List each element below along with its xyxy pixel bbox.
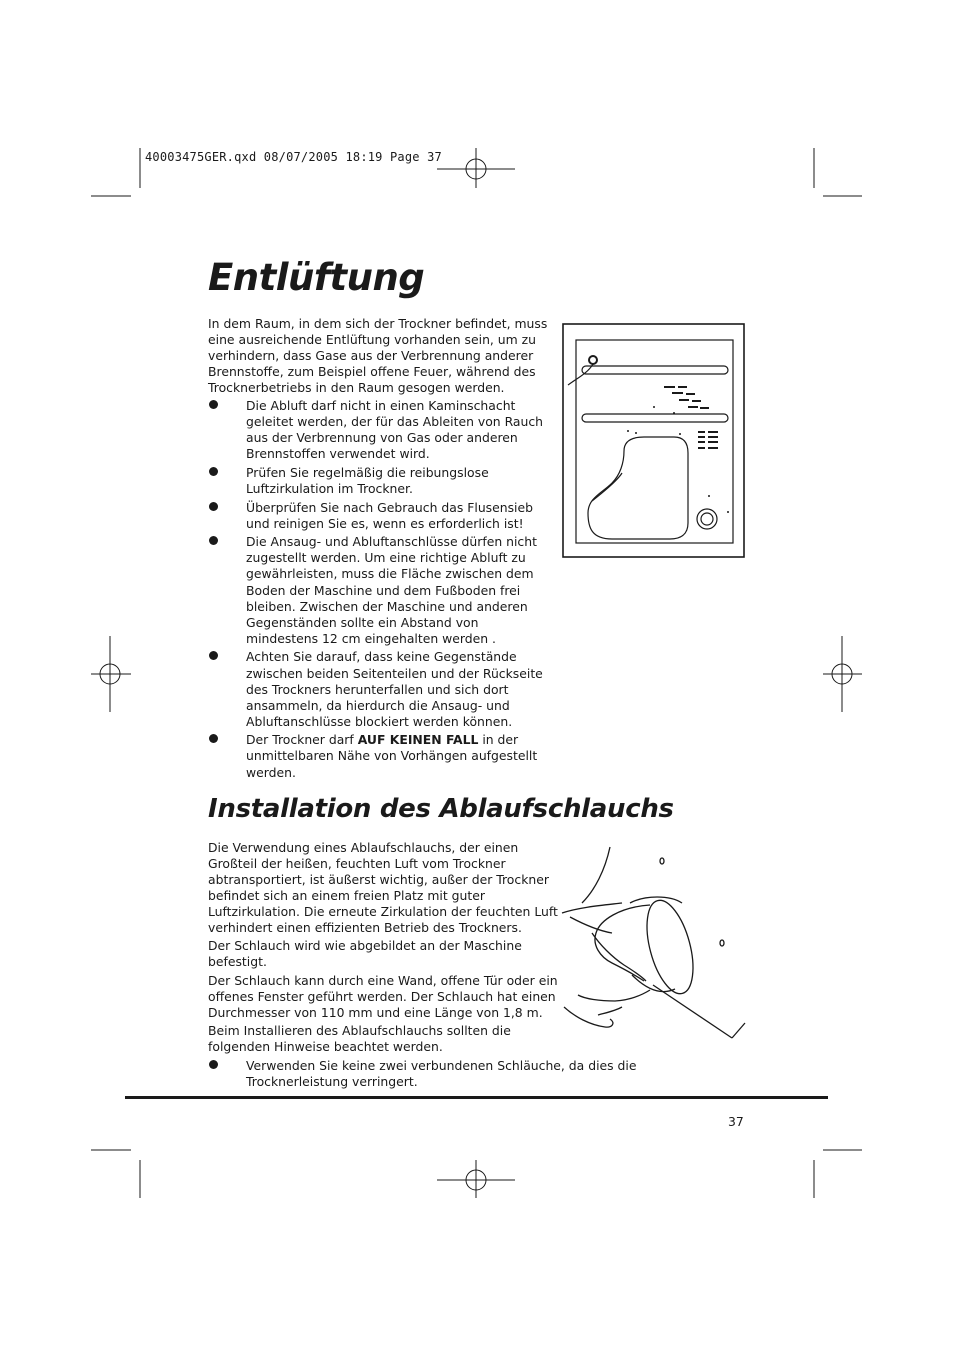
bullet-icon <box>208 500 246 532</box>
hose-attachment-illustration <box>560 845 748 1041</box>
list-item: Prüfen Sie regelmäßig die reibungslose Luftzirkulation im Trockner. <box>208 465 553 497</box>
emphasis-text: AUF KEINEN FALL <box>357 732 479 748</box>
bullet-icon <box>208 398 246 462</box>
hose-paragraph-1: Die Verwendung eines Ablaufschlauchs, der einen Großteil der heißen, feuchten Luft vom Trockner abtransportiert, ist äußerst wichtig, außer der Trockner befindet sich an einem freien Platz mit guter Luftzirkulation. Die erneute Zirkulation der feuchten Luft verhindert einen effizienten Betrieb des Trockners. <box>208 840 558 936</box>
print-slug: 40003475GER.qxd 08/07/2005 18:19 Page 37 <box>145 150 442 164</box>
hose-bullet-list <box>208 1058 738 1090</box>
hose-paragraph-4: Beim Installieren des Ablaufschlauchs sollten die folgenden Hinweise beachtet werden. <box>208 1023 511 1055</box>
registration-mark-top <box>437 148 515 188</box>
registration-mark-right <box>823 636 862 712</box>
page-number: 37 <box>728 1114 744 1129</box>
list-item: Überprüfen Sie nach Gebrauch das Flusensieb und reinigen Sie es, wenn es erforderlich ist! <box>208 500 553 532</box>
bullet-icon <box>208 649 246 729</box>
list-item: Achten Sie darauf, dass keine Gegenstände zwischen beiden Seitenteilen und der Rückseite des Trockners herunterfallen und sich dort ansammeln, da hierdurch die Ansaug- und Abluftanschlüsse blockiert werden können. <box>208 649 553 729</box>
registration-mark-bottom <box>437 1160 515 1198</box>
ventilation-intro: In dem Raum, in dem sich der Trockner befindet, muss eine ausreichende Entlüftung vorhanden sein, um zu verhindern, dass Gase aus der Verbrennung anderer Brennstoffe, zum Beispiel offene Feuer, während des Trocknerbetriebs in den Raum gesogen werden. <box>208 316 548 396</box>
ventilation-bullet-list <box>208 398 553 783</box>
bullet-icon <box>208 465 246 497</box>
registration-mark-left <box>91 636 131 712</box>
footer-rule <box>125 1096 828 1099</box>
list-item: Die Ansaug- und Abluftanschlüsse dürfen nicht zugestellt werden. Um eine richtige Abluft zu gewährleisten, muss die Fläche zwischen dem Boden der Maschine und dem Fußboden frei bleiben. Zwischen der Maschine und anderen Gegenständen sollte ein Abstand von mindestens 12 cm eingehalten werden . <box>208 534 553 647</box>
bullet-icon <box>208 732 246 780</box>
bullet-icon <box>208 1058 246 1090</box>
section-title-ventilation: Entlüftung <box>208 256 425 299</box>
hose-paragraph-2: Der Schlauch wird wie abgebildet an der Maschine befestigt. <box>208 938 522 970</box>
bullet-icon <box>208 534 246 647</box>
section-title-hose-installation: Installation des Ablaufschlauchs <box>208 794 674 824</box>
list-item: Der Trockner darf AUF KEINEN FALL in der unmittelbaren Nähe von Vorhängen aufgestellt werden. <box>208 732 553 780</box>
dryer-illustration <box>562 323 746 559</box>
hose-paragraph-3: Der Schlauch kann durch eine Wand, offene Tür oder ein offenes Fenster geführt werden. Der Schlauch hat einen Durchmesser von 110 mm und eine Länge von 1,8 m. <box>208 973 558 1021</box>
list-item: Verwenden Sie keine zwei verbundenen Schläuche, da dies die Trocknerleistung verringert. <box>208 1058 738 1090</box>
list-item: Die Abluft darf nicht in einen Kaminschacht geleitet werden, der für das Ableiten von Rauch aus der Verbrennung von Gas oder anderen Brennstoffen verwendet wird. <box>208 398 553 462</box>
